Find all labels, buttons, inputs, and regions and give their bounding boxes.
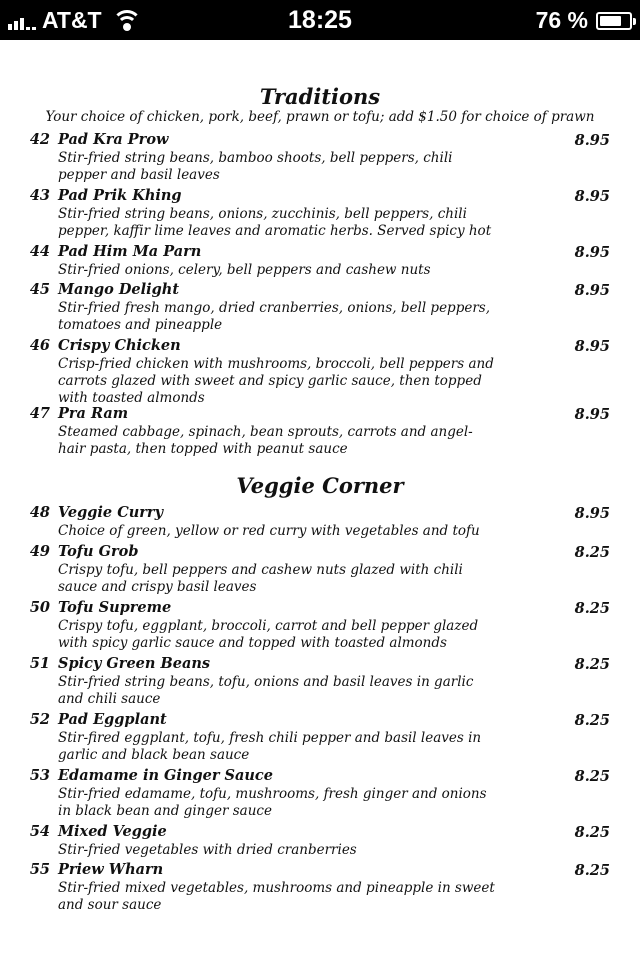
battery-percentage: 76 % <box>535 7 588 33</box>
item-number: 46 <box>29 337 50 354</box>
item-price: 8.25 <box>574 544 610 561</box>
item-number: 43 <box>29 187 50 204</box>
item-name: Pra Ram <box>58 405 129 422</box>
item-name: Crispy Chicken <box>58 337 181 354</box>
item-description: Stir-fried vegetables with dried cranberries <box>58 842 357 858</box>
item-price: 8.95 <box>574 282 610 299</box>
status-bar <box>0 0 640 40</box>
item-description: Steamed cabbage, spinach, bean sprouts, carrots and angel-hair pasta, then topped with peanut sauce <box>58 424 473 457</box>
item-price: 8.25 <box>574 824 610 841</box>
section-title-veggie-corner: Veggie Corner <box>236 473 404 498</box>
status-time: 18:25 <box>288 6 352 34</box>
item-price: 8.95 <box>574 505 610 522</box>
item-description: Stir-fired eggplant, tofu, fresh chili pepper and basil leaves in garlic and black bean sauce <box>58 730 482 763</box>
item-price: 8.95 <box>574 406 610 423</box>
item-price: 8.95 <box>574 244 610 261</box>
item-price: 8.25 <box>574 712 610 729</box>
item-price: 8.95 <box>574 188 610 205</box>
item-name: Pad Him Ma Parn <box>58 243 202 260</box>
battery-icon <box>596 12 632 30</box>
item-name: Spicy Green Beans <box>58 655 211 672</box>
item-number: 44 <box>29 243 50 260</box>
item-name: Mixed Veggie <box>58 823 167 840</box>
item-description: Stir-fried string beans, tofu, onions and basil leaves in garlic and chili sauce <box>58 674 474 707</box>
carrier-name: AT&T <box>42 7 102 33</box>
item-number: 55 <box>29 861 50 878</box>
item-number: 52 <box>29 711 50 728</box>
item-name: Pad Kra Prow <box>58 131 169 148</box>
item-price: 8.25 <box>574 656 610 673</box>
item-description: Stir-fried onions, celery, bell peppers and cashew nuts <box>58 262 431 278</box>
status-right <box>536 7 632 34</box>
item-description: Choice of green, yellow or red curry with vegetables and tofu <box>58 523 480 539</box>
item-name: Veggie Curry <box>58 504 163 521</box>
item-number: 50 <box>29 599 50 616</box>
item-number: 54 <box>29 823 50 840</box>
item-description: Stir-fried edamame, tofu, mushrooms, fresh ginger and onions in black bean and ginger sauce <box>58 786 487 819</box>
item-number: 45 <box>29 281 50 298</box>
item-price: 8.95 <box>574 338 610 355</box>
item-description: Stir-fried string beans, onions, zucchinis, bell peppers, chili pepper, kaffir lime leaves and aromatic herbs. Served spicy hot <box>58 206 492 239</box>
item-description: Stir-fried string beans, bamboo shoots, bell peppers, chili pepper and basil leaves <box>58 150 453 183</box>
item-name: Edamame in Ginger Sauce <box>58 767 273 784</box>
item-name: Mango Delight <box>58 281 180 298</box>
item-description: Crispy tofu, eggplant, broccoli, carrot and bell pepper glazed with spicy garlic sauce and topped with toasted almonds <box>58 618 479 651</box>
item-number: 42 <box>29 131 50 148</box>
item-price: 8.25 <box>574 600 610 617</box>
section-subtitle-traditions: Your choice of chicken, pork, beef, prawn or tofu; add $1.50 for choice of prawn <box>45 109 595 125</box>
section-title-traditions: Traditions <box>259 84 381 109</box>
item-number: 48 <box>29 504 50 521</box>
item-name: Priew Wharn <box>58 861 164 878</box>
item-description: Stir-fried mixed vegetables, mushrooms and pineapple in sweet and sour sauce <box>58 880 495 913</box>
item-name: Tofu Supreme <box>58 599 172 616</box>
item-number: 51 <box>29 655 50 672</box>
item-price: 8.25 <box>574 768 610 785</box>
item-name: Pad Eggplant <box>58 711 167 728</box>
item-number: 47 <box>29 405 50 422</box>
item-description: Crisp-fried chicken with mushrooms, broccoli, bell peppers and carrots glazed with sweet and spicy garlic sauce, then topped with toasted almonds <box>58 356 494 406</box>
item-description: Crispy tofu, bell peppers and cashew nuts glazed with chili sauce and crispy basil leaves <box>58 562 463 595</box>
item-number: 49 <box>29 543 50 560</box>
item-description: Stir-fried fresh mango, dried cranberries, onions, bell peppers, tomatoes and pineapple <box>58 300 490 333</box>
item-name: Tofu Grob <box>58 543 139 560</box>
item-price: 8.25 <box>574 862 610 879</box>
item-number: 53 <box>29 767 50 784</box>
item-price: 8.95 <box>574 132 610 149</box>
battery-fill <box>600 16 621 26</box>
item-name: Pad Prik Khing <box>58 187 182 204</box>
